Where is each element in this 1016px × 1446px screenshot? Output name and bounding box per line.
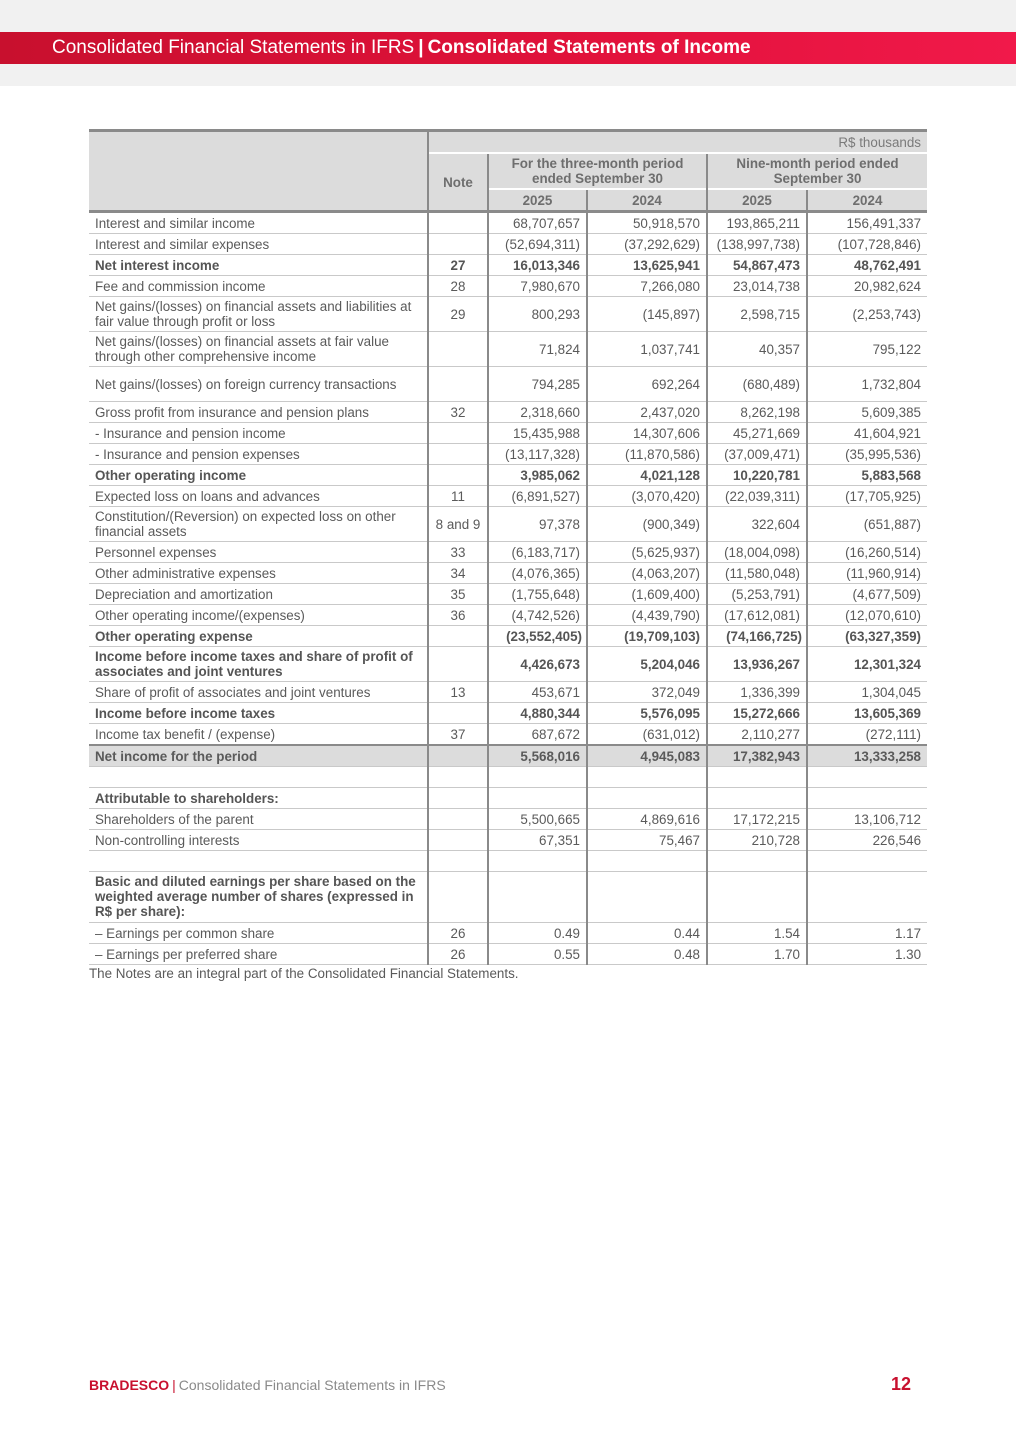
- row-value: 1,732,804: [807, 367, 927, 402]
- row-label: Income before income taxes and share of profit of associates and joint ventures: [89, 647, 428, 682]
- row-note: [428, 745, 488, 767]
- row-value: (19,709,103): [587, 626, 707, 647]
- table-row: [89, 809, 927, 830]
- row-label: – Earnings per preferred share: [89, 944, 428, 965]
- table-row: [89, 276, 927, 297]
- row-label: Other administrative expenses: [89, 563, 428, 584]
- table-row: [89, 703, 927, 724]
- row-label: Other operating income: [89, 465, 428, 486]
- footer-separator: |: [172, 1377, 176, 1393]
- table-row: [89, 367, 927, 402]
- table-row: [89, 563, 927, 584]
- row-value: 4,021,128: [587, 465, 707, 486]
- row-value: 13,333,258: [807, 745, 927, 767]
- row-value: (2,253,743): [807, 297, 927, 332]
- row-value: 794,285: [488, 367, 587, 402]
- row-value: (631,012): [587, 724, 707, 746]
- row-label: Net gains/(losses) on financial assets at fair value through other comprehensive income: [89, 332, 428, 367]
- row-value: 67,351: [488, 830, 587, 851]
- row-value: 13,936,267: [707, 647, 807, 682]
- row-value: 3,985,062: [488, 465, 587, 486]
- row-value: (11,870,586): [587, 444, 707, 465]
- row-value: 4,426,673: [488, 647, 587, 682]
- row-note: 27: [428, 255, 488, 276]
- row-label: Net gains/(losses) on financial assets and liabilities at fair value through profit or loss: [89, 297, 428, 332]
- row-value: 5,883,568: [807, 465, 927, 486]
- year-header-1: 2025: [488, 189, 587, 212]
- table-row: [89, 584, 927, 605]
- row-note: [428, 809, 488, 830]
- row-value: 48,762,491: [807, 255, 927, 276]
- row-value: (5,625,937): [587, 542, 707, 563]
- net-income-row: [89, 745, 927, 767]
- row-value: 5,609,385: [807, 402, 927, 423]
- row-label: Income before income taxes: [89, 703, 428, 724]
- row-value: (5,253,791): [707, 584, 807, 605]
- row-value: 0.55: [488, 944, 587, 965]
- row-value: 8,262,198: [707, 402, 807, 423]
- row-note: [428, 234, 488, 255]
- brand-name: BRADESCO: [89, 1377, 170, 1393]
- row-label: - Insurance and pension expenses: [89, 444, 428, 465]
- page-footer: [89, 1377, 446, 1393]
- row-note: 29: [428, 297, 488, 332]
- row-value: 54,867,473: [707, 255, 807, 276]
- row-value: 2,110,277: [707, 724, 807, 746]
- row-value: 1.70: [707, 944, 807, 965]
- note-header: Note: [428, 153, 488, 212]
- row-note: [428, 212, 488, 234]
- row-label: Net income for the period: [89, 745, 428, 767]
- table-row: [89, 830, 927, 851]
- row-value: (1,755,648): [488, 584, 587, 605]
- row-note: 36: [428, 605, 488, 626]
- row-value: (272,111): [807, 724, 927, 746]
- row-note: [428, 367, 488, 402]
- row-value: 210,728: [707, 830, 807, 851]
- row-label: Expected loss on loans and advances: [89, 486, 428, 507]
- table-row: [89, 332, 927, 367]
- row-value: 13,605,369: [807, 703, 927, 724]
- page-header-bar: [0, 32, 1016, 64]
- row-value: 45,271,669: [707, 423, 807, 444]
- row-value: (12,070,610): [807, 605, 927, 626]
- row-value: 372,049: [587, 682, 707, 703]
- row-label: Net gains/(losses) on foreign currency transactions: [89, 367, 428, 402]
- row-value: (52,694,311): [488, 234, 587, 255]
- label-header-cell: [89, 131, 428, 212]
- row-value: (3,070,420): [587, 486, 707, 507]
- row-label: Income tax benefit / (expense): [89, 724, 428, 746]
- row-value: (4,063,207): [587, 563, 707, 584]
- row-note: [428, 647, 488, 682]
- row-note: [428, 332, 488, 367]
- row-value: 322,604: [707, 507, 807, 542]
- row-value: 16,013,346: [488, 255, 587, 276]
- row-note: 34: [428, 563, 488, 584]
- row-value: (37,292,629): [587, 234, 707, 255]
- row-note: 28: [428, 276, 488, 297]
- row-label: Fee and commission income: [89, 276, 428, 297]
- row-value: (11,960,914): [807, 563, 927, 584]
- row-value: (4,742,526): [488, 605, 587, 626]
- units-label: R$ thousands: [428, 131, 927, 154]
- row-value: (18,004,098): [707, 542, 807, 563]
- table-row: [89, 402, 927, 423]
- row-note: [428, 423, 488, 444]
- row-value: 7,266,080: [587, 276, 707, 297]
- row-value: 5,500,665: [488, 809, 587, 830]
- row-value: 12,301,324: [807, 647, 927, 682]
- row-value: 226,546: [807, 830, 927, 851]
- row-value: 0.44: [587, 923, 707, 944]
- row-value: (16,260,514): [807, 542, 927, 563]
- row-note: [428, 444, 488, 465]
- row-value: (22,039,311): [707, 486, 807, 507]
- row-label: Non-controlling interests: [89, 830, 428, 851]
- row-value: (107,728,846): [807, 234, 927, 255]
- row-label: Shareholders of the parent: [89, 809, 428, 830]
- row-note: 32: [428, 402, 488, 423]
- row-value: (4,439,790): [587, 605, 707, 626]
- row-note: [428, 626, 488, 647]
- row-value: (23,552,405): [488, 626, 587, 647]
- row-value: (4,076,365): [488, 563, 587, 584]
- row-label: Other operating expense: [89, 626, 428, 647]
- header-separator: |: [418, 37, 424, 58]
- row-label: Share of profit of associates and joint ventures: [89, 682, 428, 703]
- eps-header-row: [89, 872, 927, 923]
- table-row: [89, 234, 927, 255]
- row-value: 0.48: [587, 944, 707, 965]
- row-value: 75,467: [587, 830, 707, 851]
- page-number: 12: [891, 1374, 912, 1394]
- row-note: 35: [428, 584, 488, 605]
- row-value: 5,204,046: [587, 647, 707, 682]
- row-value: 71,824: [488, 332, 587, 367]
- row-value: (900,349): [587, 507, 707, 542]
- row-value: 50,918,570: [587, 212, 707, 234]
- row-value: 2,598,715: [707, 297, 807, 332]
- row-value: (6,891,527): [488, 486, 587, 507]
- year-header-4: 2024: [807, 189, 927, 212]
- row-label: Interest and similar income: [89, 212, 428, 234]
- spacer-row: [89, 767, 927, 788]
- row-value: 13,106,712: [807, 809, 927, 830]
- row-label: Gross profit from insurance and pension plans: [89, 402, 428, 423]
- row-value: 156,491,337: [807, 212, 927, 234]
- row-value: (11,580,048): [707, 563, 807, 584]
- row-value: 15,435,988: [488, 423, 587, 444]
- row-note: 26: [428, 944, 488, 965]
- row-value: 795,122: [807, 332, 927, 367]
- table-row: [89, 297, 927, 332]
- table-row: [89, 465, 927, 486]
- row-note: [428, 465, 488, 486]
- table-row: [89, 423, 927, 444]
- table-row: [89, 944, 927, 965]
- row-value: 692,264: [587, 367, 707, 402]
- row-value: 13,625,941: [587, 255, 707, 276]
- table-row: [89, 542, 927, 563]
- row-label: Interest and similar expenses: [89, 234, 428, 255]
- row-value: 4,869,616: [587, 809, 707, 830]
- eps-header: Basic and diluted earnings per share based on the weighted average number of shares (expressed in R$ per share):: [89, 872, 428, 923]
- table-row: [89, 444, 927, 465]
- row-label: Personnel expenses: [89, 542, 428, 563]
- row-value: 0.49: [488, 923, 587, 944]
- row-value: (138,997,738): [707, 234, 807, 255]
- row-value: (4,677,509): [807, 584, 927, 605]
- row-value: 1,304,045: [807, 682, 927, 703]
- footer-text: Consolidated Financial Statements in IFRS: [178, 1377, 446, 1393]
- row-label: – Earnings per common share: [89, 923, 428, 944]
- table-row: [89, 212, 927, 234]
- row-value: 1,336,399: [707, 682, 807, 703]
- row-value: 5,576,095: [587, 703, 707, 724]
- row-value: 15,272,666: [707, 703, 807, 724]
- row-value: (63,327,359): [807, 626, 927, 647]
- row-value: (680,489): [707, 367, 807, 402]
- row-value: 193,865,211: [707, 212, 807, 234]
- table-row: [89, 923, 927, 944]
- row-value: 20,982,624: [807, 276, 927, 297]
- row-value: (74,166,725): [707, 626, 807, 647]
- year-header-3: 2025: [707, 189, 807, 212]
- table-row: [89, 605, 927, 626]
- attributable-header-row: [89, 788, 927, 809]
- footnote: The Notes are an integral part of the Consolidated Financial Statements.: [89, 966, 519, 981]
- row-value: 97,378: [488, 507, 587, 542]
- table-row: [89, 486, 927, 507]
- row-value: 40,357: [707, 332, 807, 367]
- row-label: Constitution/(Reversion) on expected loss on other financial assets: [89, 507, 428, 542]
- table-row: [89, 647, 927, 682]
- row-value: 17,172,215: [707, 809, 807, 830]
- row-value: (145,897): [587, 297, 707, 332]
- row-value: (35,995,536): [807, 444, 927, 465]
- table-row: [89, 255, 927, 276]
- row-note: 11: [428, 486, 488, 507]
- row-value: 1.17: [807, 923, 927, 944]
- row-value: 4,945,083: [587, 745, 707, 767]
- row-label: Other operating income/(expenses): [89, 605, 428, 626]
- row-value: (17,612,081): [707, 605, 807, 626]
- row-value: (37,009,471): [707, 444, 807, 465]
- income-statement-table: [89, 129, 927, 965]
- row-value: 14,307,606: [587, 423, 707, 444]
- row-value: 41,604,921: [807, 423, 927, 444]
- row-value: 687,672: [488, 724, 587, 746]
- row-value: (6,183,717): [488, 542, 587, 563]
- year-header-2: 2024: [587, 189, 707, 212]
- row-note: 13: [428, 682, 488, 703]
- attributable-header: Attributable to shareholders:: [89, 788, 428, 809]
- row-value: 2,437,020: [587, 402, 707, 423]
- row-label: Net interest income: [89, 255, 428, 276]
- row-note: 26: [428, 923, 488, 944]
- row-value: (651,887): [807, 507, 927, 542]
- three-month-header: For the three-month period ended September 30: [488, 153, 707, 189]
- nine-month-header: Nine-month period ended September 30: [707, 153, 927, 189]
- row-value: 5,568,016: [488, 745, 587, 767]
- row-value: (1,609,400): [587, 584, 707, 605]
- row-note: 37: [428, 724, 488, 746]
- row-value: (13,117,328): [488, 444, 587, 465]
- header-section: Consolidated Financial Statements in IFRS: [52, 37, 415, 58]
- row-label: - Insurance and pension income: [89, 423, 428, 444]
- table-row: [89, 507, 927, 542]
- table-row: [89, 682, 927, 703]
- row-note: 33: [428, 542, 488, 563]
- row-value: 1,037,741: [587, 332, 707, 367]
- row-note: [428, 830, 488, 851]
- page-title: Consolidated Statements of Income: [427, 37, 751, 58]
- row-note: 8 and 9: [428, 507, 488, 542]
- table-row: [89, 626, 927, 647]
- row-value: 2,318,660: [488, 402, 587, 423]
- row-value: 23,014,738: [707, 276, 807, 297]
- row-value: 4,880,344: [488, 703, 587, 724]
- row-value: 800,293: [488, 297, 587, 332]
- row-value: 453,671: [488, 682, 587, 703]
- row-note: [428, 703, 488, 724]
- row-value: 10,220,781: [707, 465, 807, 486]
- row-value: 17,382,943: [707, 745, 807, 767]
- row-value: 68,707,657: [488, 212, 587, 234]
- row-value: 1.54: [707, 923, 807, 944]
- row-value: 7,980,670: [488, 276, 587, 297]
- row-label: Depreciation and amortization: [89, 584, 428, 605]
- spacer-row: [89, 851, 927, 872]
- table-row: [89, 724, 927, 746]
- row-value: 1.30: [807, 944, 927, 965]
- row-value: (17,705,925): [807, 486, 927, 507]
